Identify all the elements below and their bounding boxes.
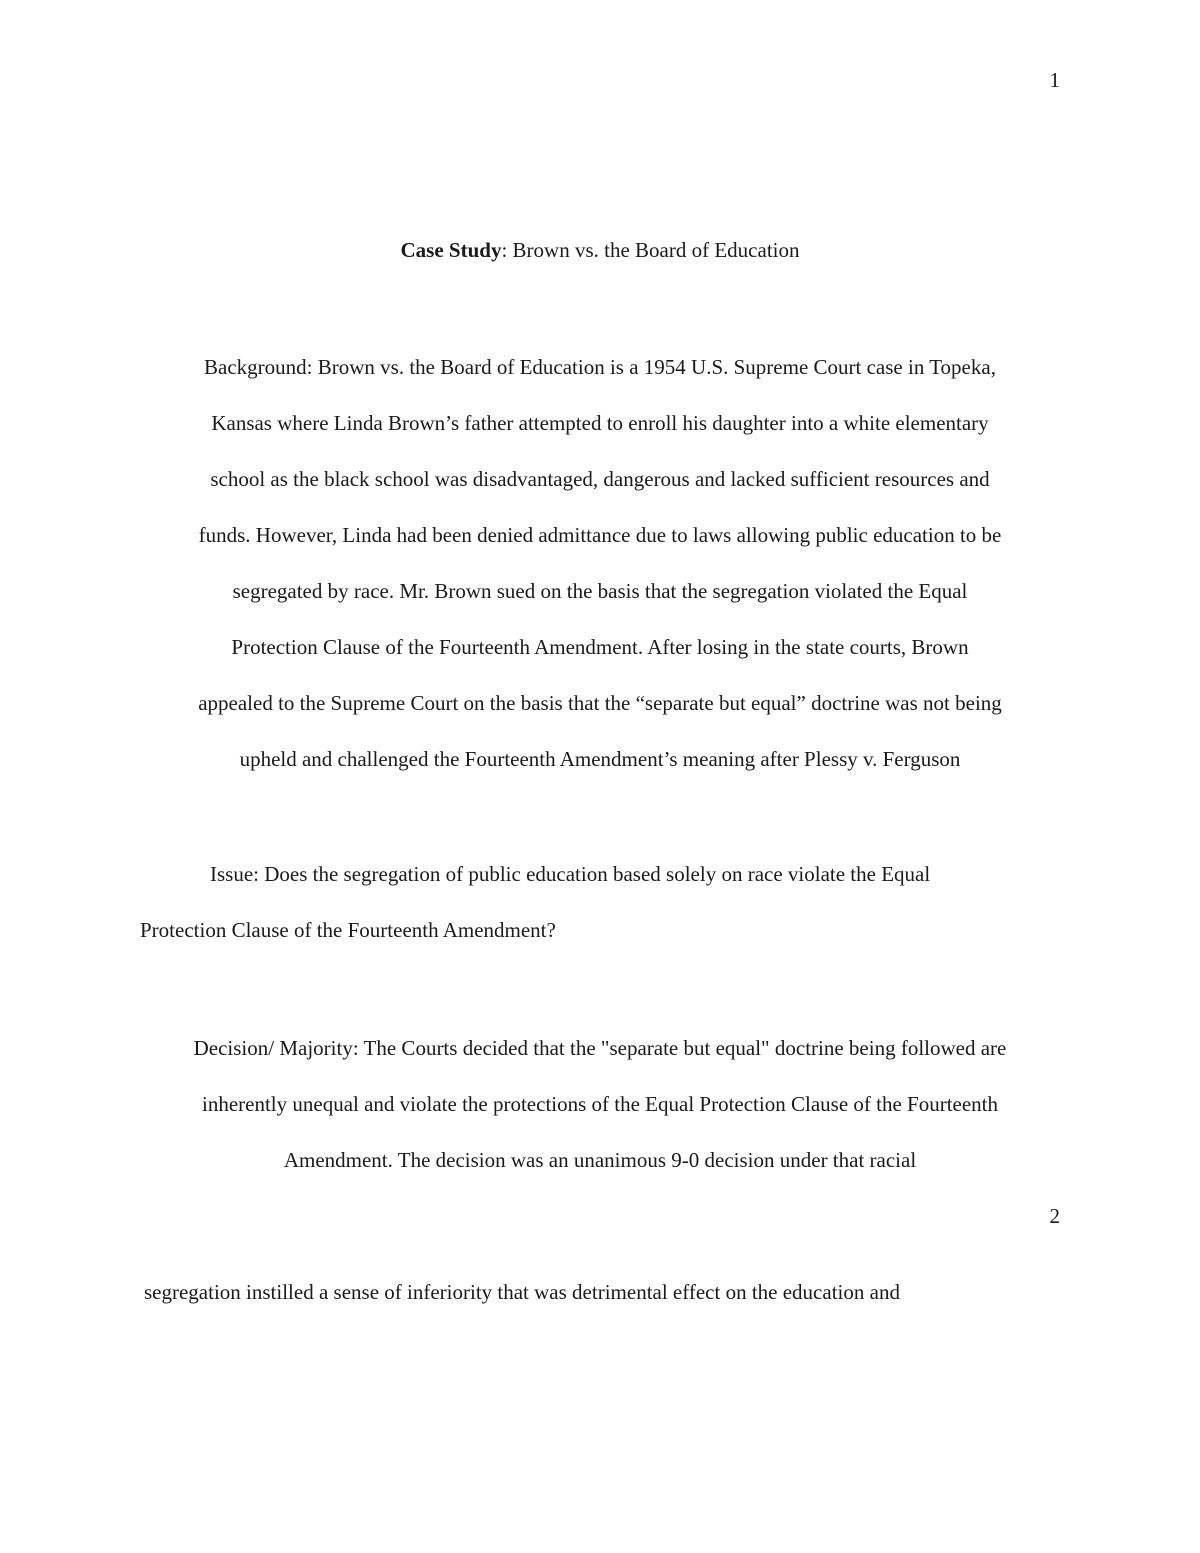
- issue-line: Issue: Does the segregation of public education based solely on race violate the Equal: [210, 862, 931, 886]
- background-line: Kansas where Linda Brown’s father attempted to enroll his daughter into a white elementary: [211, 411, 989, 435]
- background-line: Protection Clause of the Fourteenth Amendment. After losing in the state courts, Brown: [231, 635, 969, 659]
- background-line: funds. However, Linda had been denied admittance due to laws allowing public education to be: [198, 523, 1002, 547]
- background-line: segregated by race. Mr. Brown sued on the basis that the segregation violated the Equal: [232, 579, 968, 603]
- decision-line: inherently unequal and violate the protections of the Equal Protection Clause of the Fourteenth: [201, 1092, 999, 1116]
- background-line: school as the black school was disadvantaged, dangerous and lacked sufficient resources and: [210, 467, 990, 491]
- issue-paragraph: [140, 846, 1060, 958]
- decision-paragraph: [140, 1020, 1060, 1188]
- page-number-1: 1: [1049, 68, 1060, 92]
- document-title: [0, 240, 1200, 261]
- page-number-2: 2: [1049, 1204, 1060, 1228]
- continued-paragraph: segregation instilled a sense of inferiority that was detrimental effect on the education and: [144, 1280, 900, 1304]
- title-label: Case Study: [400, 238, 502, 262]
- background-line: upheld and challenged the Fourteenth Amendment’s meaning after Plessy v. Ferguson: [239, 747, 961, 771]
- title-text: : Brown vs. the Board of Education: [501, 238, 800, 262]
- issue-line: Protection Clause of the Fourteenth Amendment?: [140, 918, 556, 942]
- background-paragraph: [140, 339, 1060, 787]
- background-line: Background: Brown vs. the Board of Education is a 1954 U.S. Supreme Court case in Topeka,: [204, 355, 996, 379]
- decision-line: Decision/ Majority: The Courts decided that the "separate but equal" doctrine being followed are: [193, 1036, 1007, 1060]
- decision-line: Amendment. The decision was an unanimous 9-0 decision under that racial: [283, 1148, 917, 1172]
- background-line: appealed to the Supreme Court on the basis that the “separate but equal” doctrine was not being: [198, 691, 1002, 715]
